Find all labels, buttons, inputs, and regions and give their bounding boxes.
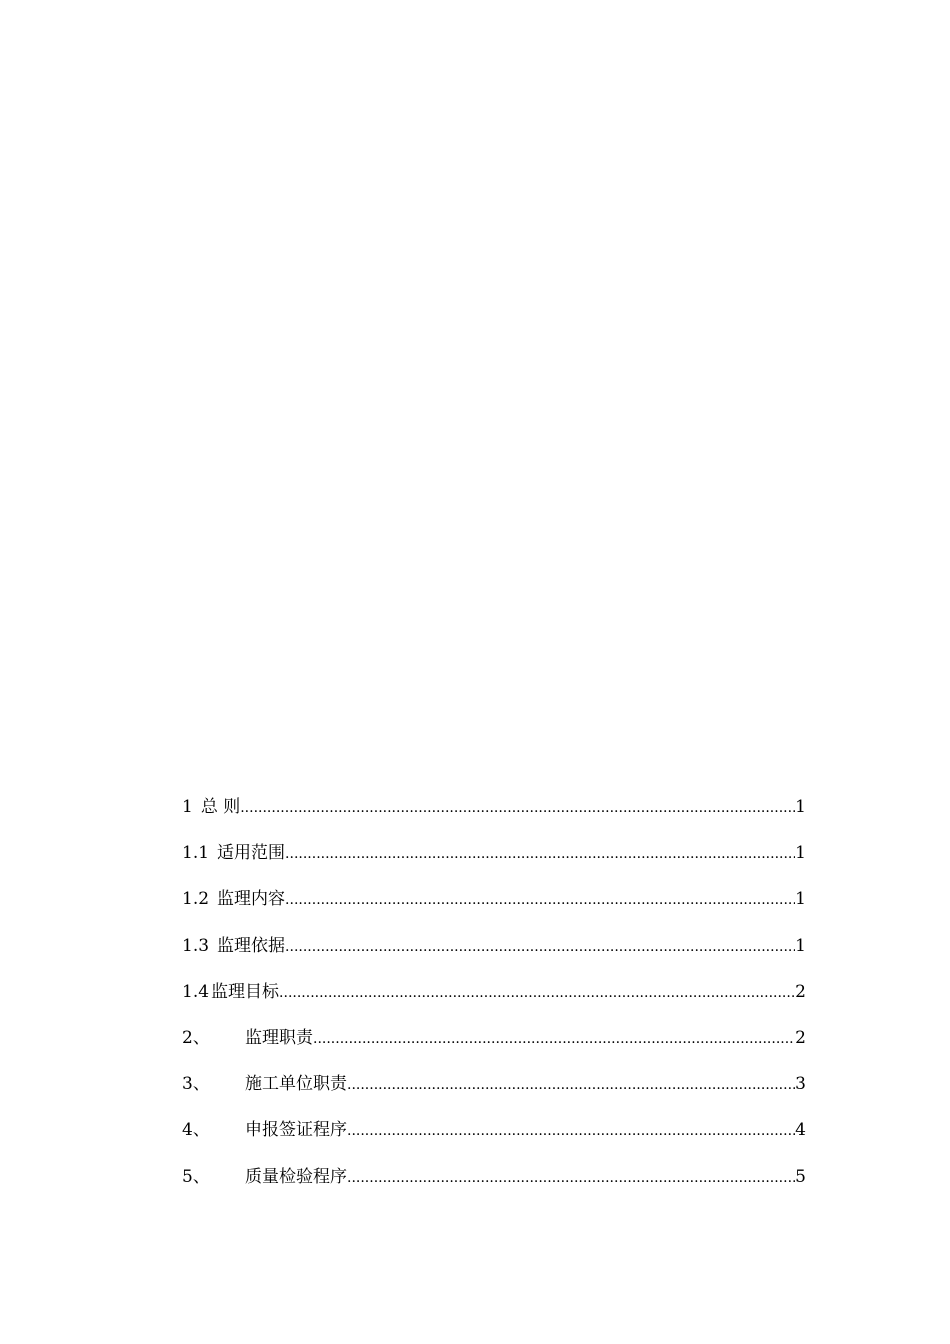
toc-entry-page: 1	[795, 889, 806, 910]
toc-entry-1-1[interactable]	[182, 838, 806, 884]
toc-dot-leader	[313, 1024, 795, 1054]
toc-entry-title: 监理依据	[217, 935, 286, 956]
toc-dot-leader	[285, 839, 795, 869]
toc-entry-1-2[interactable]	[182, 884, 806, 930]
toc-entry-title: 监理内容	[217, 889, 286, 910]
toc-entry-number: 5、	[182, 1166, 210, 1187]
toc-entry-number: 3、	[182, 1074, 210, 1095]
toc-entry-title: 监理目标	[211, 981, 280, 1002]
toc-entry-page: 2	[795, 981, 806, 1002]
toc-entry-page: 5	[795, 1166, 806, 1187]
toc-entry-number: 1.1	[182, 843, 210, 864]
toc-entry-page: 4	[795, 1120, 806, 1141]
toc-entry-page: 1	[795, 935, 806, 956]
toc-entry-number: 1.2	[182, 889, 210, 910]
toc-entry-1[interactable]	[182, 792, 806, 838]
toc-dot-leader	[285, 885, 795, 915]
toc-entry-page: 1	[795, 797, 806, 817]
toc-entry-title: 申报签证程序	[245, 1120, 347, 1141]
toc-entry-number: 1	[182, 797, 193, 817]
toc-dot-leader	[347, 1070, 795, 1100]
toc-entry-title: 总 则	[200, 797, 241, 817]
toc-entry-title: 施工单位职责	[245, 1074, 347, 1095]
toc-entry-title: 质量检验程序	[245, 1166, 347, 1187]
toc-dot-leader	[347, 1116, 795, 1146]
toc-entry-title: 监理职责	[245, 1027, 313, 1048]
toc-entry-1-3[interactable]	[182, 931, 806, 977]
toc-entry-page: 1	[795, 843, 806, 864]
toc-entry-3[interactable]	[182, 1069, 806, 1115]
toc-entry-number: 4、	[182, 1120, 210, 1141]
toc-entry-1-4[interactable]	[182, 977, 806, 1023]
toc-dot-leader	[285, 932, 795, 962]
toc-dot-leader	[279, 978, 795, 1008]
toc-dot-leader	[347, 1163, 795, 1193]
toc-entry-title: 适用范围	[217, 843, 286, 864]
toc-entry-4[interactable]	[182, 1115, 806, 1161]
toc-dot-leader	[240, 793, 795, 823]
table-of-contents	[182, 792, 806, 1208]
toc-entry-5[interactable]	[182, 1162, 806, 1208]
toc-entry-2[interactable]	[182, 1023, 806, 1069]
toc-entry-page: 2	[795, 1027, 806, 1048]
toc-entry-page: 3	[795, 1074, 806, 1095]
toc-entry-number: 1.3	[182, 935, 210, 956]
toc-entry-number: 2、	[182, 1027, 210, 1048]
toc-entry-number: 1.4	[182, 981, 210, 1002]
